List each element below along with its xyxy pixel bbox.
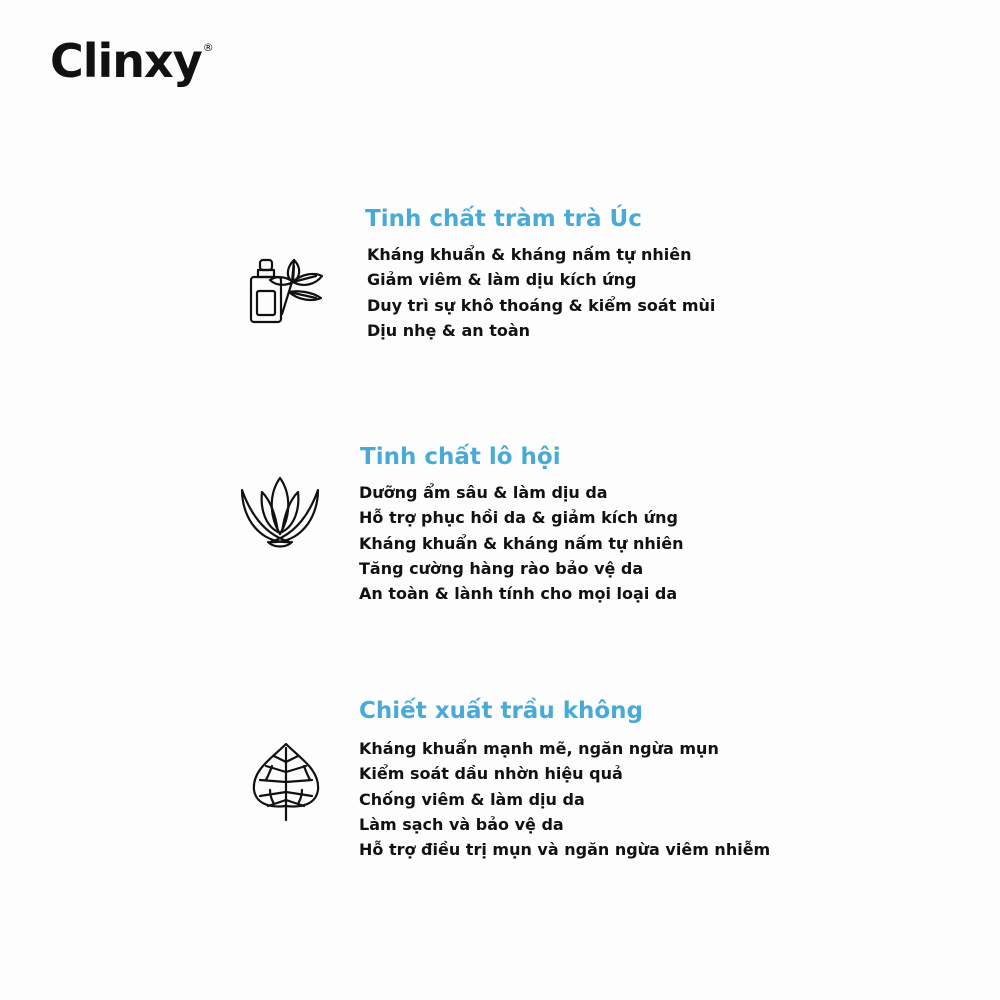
list-item: Tăng cường hàng rào bảo vệ da bbox=[359, 558, 644, 578]
benefit-list-tea-tree bbox=[367, 242, 715, 343]
brand-logo bbox=[50, 34, 214, 88]
betel-leaf-icon bbox=[248, 740, 324, 822]
list-item: Kháng khuẩn mạnh mẽ, ngăn ngừa mụn bbox=[359, 739, 719, 758]
ingredient-title-aloe: Tinh chất lô hội bbox=[360, 444, 561, 470]
list-item: Giảm viêm & làm dịu kích ứng bbox=[367, 270, 637, 290]
list-item: Chống viêm & làm dịu da bbox=[359, 789, 585, 809]
ingredient-title-betel: Chiết xuất trầu không bbox=[359, 698, 644, 724]
list-item: Hỗ trợ điều trị mụn và ngăn ngừa viêm nhiễm bbox=[359, 840, 771, 860]
list-item: Hỗ trợ phục hồi da & giảm kích ứng bbox=[359, 508, 678, 528]
list-item: Kháng khuẩn & kháng nấm tự nhiên bbox=[359, 533, 684, 553]
list-item: Làm sạch và bảo vệ da bbox=[359, 814, 564, 834]
tea-tree-oil-bottle-icon bbox=[246, 246, 326, 326]
list-item: Kháng khuẩn & kháng nấm tự nhiên bbox=[367, 245, 692, 264]
list-item: An toàn & lành tính cho mọi loại da bbox=[359, 584, 678, 604]
brand-name: Clinxy bbox=[50, 34, 202, 88]
benefit-list-aloe bbox=[359, 480, 684, 606]
list-item: Duy trì sự khô thoáng & kiểm soát mùi bbox=[367, 295, 716, 315]
registered-mark: ® bbox=[202, 41, 214, 54]
benefit-list-betel bbox=[359, 736, 770, 862]
ingredient-title-tea-tree: Tinh chất tràm trà Úc bbox=[365, 206, 642, 232]
list-item: Kiểm soát dầu nhờn hiệu quả bbox=[359, 764, 623, 784]
list-item: Dưỡng ẩm sâu & làm dịu da bbox=[359, 483, 608, 502]
list-item: Dịu nhẹ & an toàn bbox=[367, 320, 531, 340]
aloe-vera-icon bbox=[238, 474, 322, 550]
